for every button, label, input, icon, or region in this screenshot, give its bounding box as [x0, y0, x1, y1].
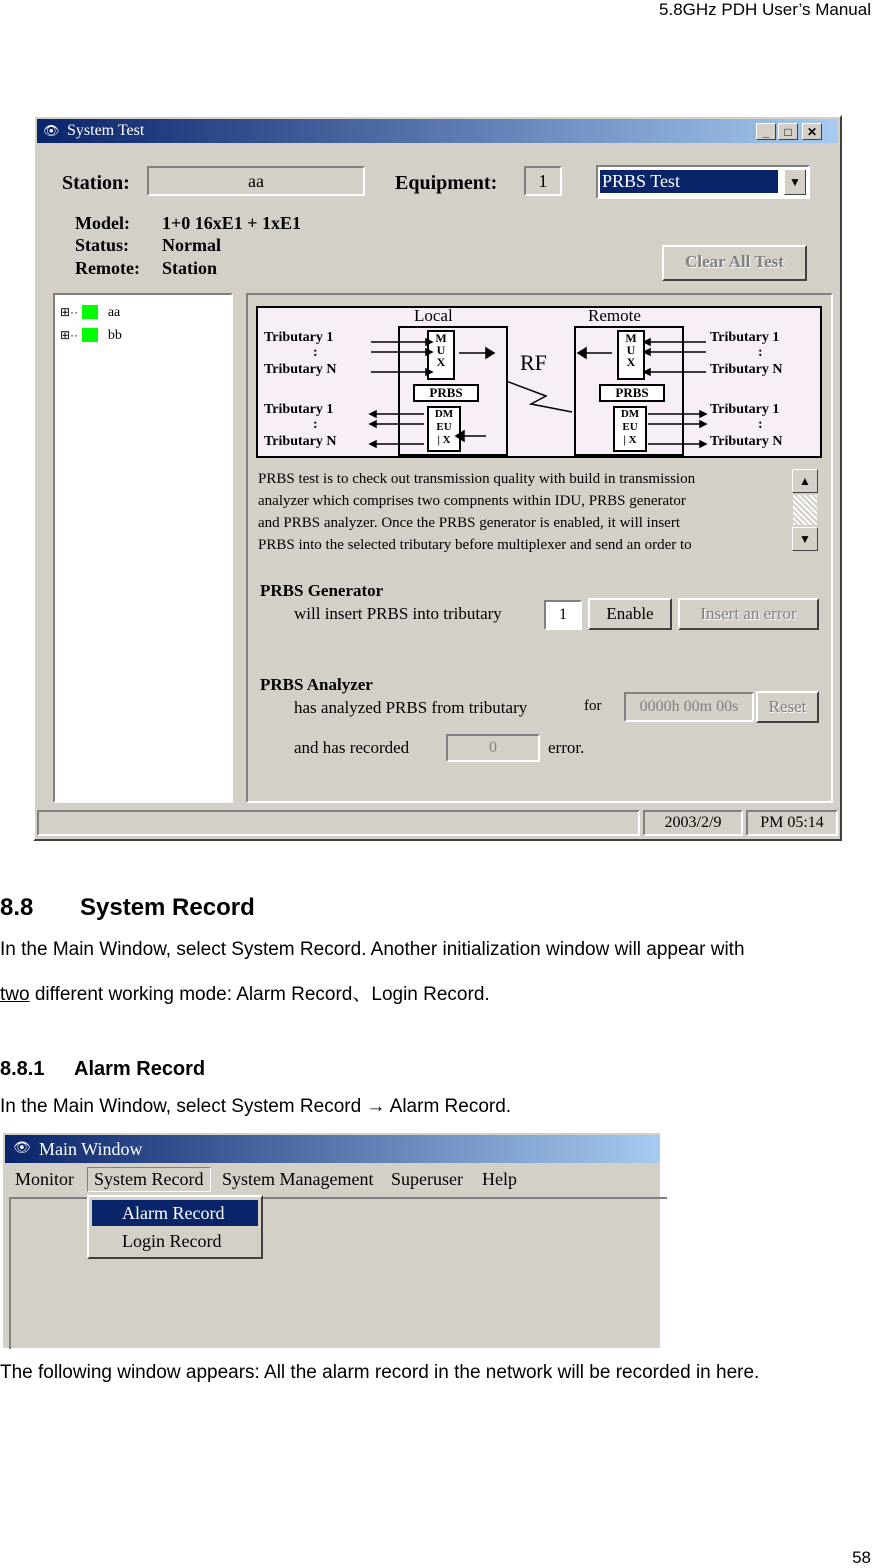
- remote-colon-bottom: :: [758, 417, 763, 432]
- local-mux: M U X: [427, 330, 455, 380]
- local-dmux: DM EU | X: [427, 406, 461, 452]
- generator-tributary-input[interactable]: 1: [544, 600, 582, 630]
- main-window-title: Main Window: [39, 1139, 143, 1159]
- tree-item[interactable]: ⊞·· bb: [60, 328, 122, 343]
- equipment-label: Equipment:: [395, 172, 498, 194]
- window-eye-icon: 👁: [43, 123, 60, 138]
- diagram-local-label: Local: [414, 306, 453, 325]
- description-line: PRBS into the selected tributary before multiplexer and send an order to: [258, 537, 692, 553]
- remote-prbs: PRBS: [599, 384, 665, 402]
- prbs-analyzer-title: PRBS Analyzer: [260, 675, 373, 694]
- diagram-remote-label: Remote: [588, 306, 641, 325]
- status-green-icon: [82, 305, 98, 319]
- model-label: Model:: [75, 213, 130, 233]
- scrollbar-track[interactable]: [793, 495, 817, 525]
- prbs-generator-text: will insert PRBS into tributary: [294, 604, 502, 623]
- equipment-field[interactable]: 1: [524, 166, 562, 196]
- description-box: [256, 467, 822, 557]
- underlined-word: two: [0, 984, 30, 1005]
- status-value: Normal: [162, 235, 221, 255]
- section-heading: [0, 894, 255, 922]
- prbs-analyzer-text: has analyzed PRBS from tributary: [294, 698, 528, 717]
- status-bar-time: PM 05:14: [746, 810, 838, 836]
- subsection-paragraph: In the Main Window, select System Record → Alarm Record.: [0, 1096, 512, 1117]
- test-panel: [246, 293, 833, 803]
- close-button[interactable]: ✕: [802, 123, 822, 140]
- local-tribN-top: Tributary N: [264, 362, 337, 377]
- remote-trib1-bottom: Tributary 1: [710, 402, 780, 417]
- station-tree: [53, 293, 233, 803]
- system-test-window: [33, 115, 842, 841]
- scroll-down-button[interactable]: ▼: [792, 527, 818, 551]
- diagram-arrows: [256, 306, 822, 458]
- minimize-button[interactable]: _: [756, 123, 776, 140]
- scroll-up-button[interactable]: ▲: [792, 469, 818, 493]
- local-tribN-bottom: Tributary N: [264, 434, 337, 449]
- station-field[interactable]: aa: [147, 166, 365, 196]
- prbs-diagram: [256, 306, 822, 458]
- local-colon-top: :: [313, 345, 318, 360]
- expand-icon[interactable]: ⊞··: [60, 305, 79, 319]
- description-line: PRBS test is to check out transmission quality with build in transmission: [258, 471, 696, 487]
- chevron-down-icon[interactable]: ▼: [784, 169, 806, 195]
- test-type-select[interactable]: [596, 165, 810, 199]
- local-trib1-top: Tributary 1: [264, 330, 334, 345]
- diagram-rf-label: RF: [520, 350, 547, 375]
- following-paragraph: The following window appears: All the alarm record in the network will be recorded in here.: [0, 1362, 760, 1383]
- remote-dmux: DM EU | X: [613, 406, 647, 452]
- local-trib1-bottom: Tributary 1: [264, 402, 334, 417]
- system-test-titlebar: [37, 119, 838, 143]
- menu-system-management[interactable]: System Management: [222, 1169, 374, 1189]
- station-label: Station:: [62, 172, 130, 194]
- manual-header-title: 5.8GHz PDH User’s Manual: [659, 0, 871, 19]
- status-bar-main: [37, 810, 640, 836]
- clear-all-test-button[interactable]: Clear All Test: [662, 245, 807, 281]
- analyzer-for-label: for: [584, 698, 602, 714]
- status-bar-date: 2003/2/9: [643, 810, 743, 836]
- local-colon-bottom: :: [313, 417, 318, 432]
- description-line: and PRBS analyzer. Once the PRBS generator is enabled, it will insert: [258, 515, 681, 531]
- system-record-dropdown: [87, 1195, 263, 1259]
- remote-trib1-top: Tributary 1: [710, 330, 780, 345]
- page-number: 58: [852, 1548, 871, 1567]
- local-prbs: PRBS: [413, 384, 479, 402]
- section-paragraph-line2: [0, 979, 490, 1006]
- main-window-titlebar: [5, 1135, 660, 1163]
- menu-help[interactable]: Help: [482, 1169, 517, 1189]
- enable-button[interactable]: Enable: [588, 598, 672, 630]
- insert-error-button[interactable]: Insert an error: [678, 598, 819, 630]
- menu-system-record[interactable]: System Record: [87, 1167, 211, 1192]
- remote-mux: M U X: [617, 330, 645, 380]
- analyzer-time-field: 0000h 00m 00s: [624, 692, 754, 722]
- tree-item[interactable]: ⊞·· aa: [60, 305, 121, 320]
- remote-colon-top: :: [758, 345, 763, 360]
- window-eye-icon: 👁: [13, 1141, 31, 1156]
- status-label: Status:: [75, 235, 130, 255]
- window-title: System Test: [67, 122, 145, 139]
- maximize-button[interactable]: □: [778, 123, 798, 140]
- subsection-number: 8.8.1: [0, 1058, 45, 1080]
- expand-icon[interactable]: ⊞··: [60, 328, 79, 342]
- menu-monitor[interactable]: Monitor: [15, 1169, 75, 1189]
- section-number: 8.8: [0, 894, 34, 921]
- remote-value: Station: [162, 258, 218, 278]
- remote-label: Remote:: [75, 258, 140, 278]
- prbs-generator-title: PRBS Generator: [260, 581, 384, 600]
- error-text: error.: [548, 738, 585, 757]
- status-green-icon: [82, 328, 98, 342]
- section-title: System Record: [80, 894, 255, 921]
- test-type-selected: PRBS Test: [600, 170, 778, 193]
- menu-superuser[interactable]: Superuser: [391, 1169, 463, 1189]
- subsection-heading: [0, 1058, 206, 1081]
- paragraph-rest: different working mode: Alarm Record、Login Record.: [29, 984, 490, 1005]
- remote-tribN-top: Tributary N: [710, 362, 783, 377]
- description-line: analyzer which comprises two compnents within IDU, PRBS generator: [258, 493, 686, 509]
- recorded-text: and has recorded: [294, 738, 410, 757]
- section-paragraph-line1: In the Main Window, select System Record. Another initialization window will appear with: [0, 939, 745, 960]
- main-window: [1, 1133, 660, 1348]
- remote-tribN-bottom: Tributary N: [710, 434, 783, 449]
- model-value: 1+0 16xE1 + 1xE1: [162, 213, 302, 233]
- dropdown-alarm-record[interactable]: Alarm Record: [92, 1200, 258, 1226]
- dropdown-login-record[interactable]: Login Record: [122, 1231, 222, 1251]
- reset-button[interactable]: Reset: [756, 691, 819, 723]
- subsection-title: Alarm Record: [74, 1058, 206, 1080]
- recorded-error-count: 0: [446, 734, 540, 762]
